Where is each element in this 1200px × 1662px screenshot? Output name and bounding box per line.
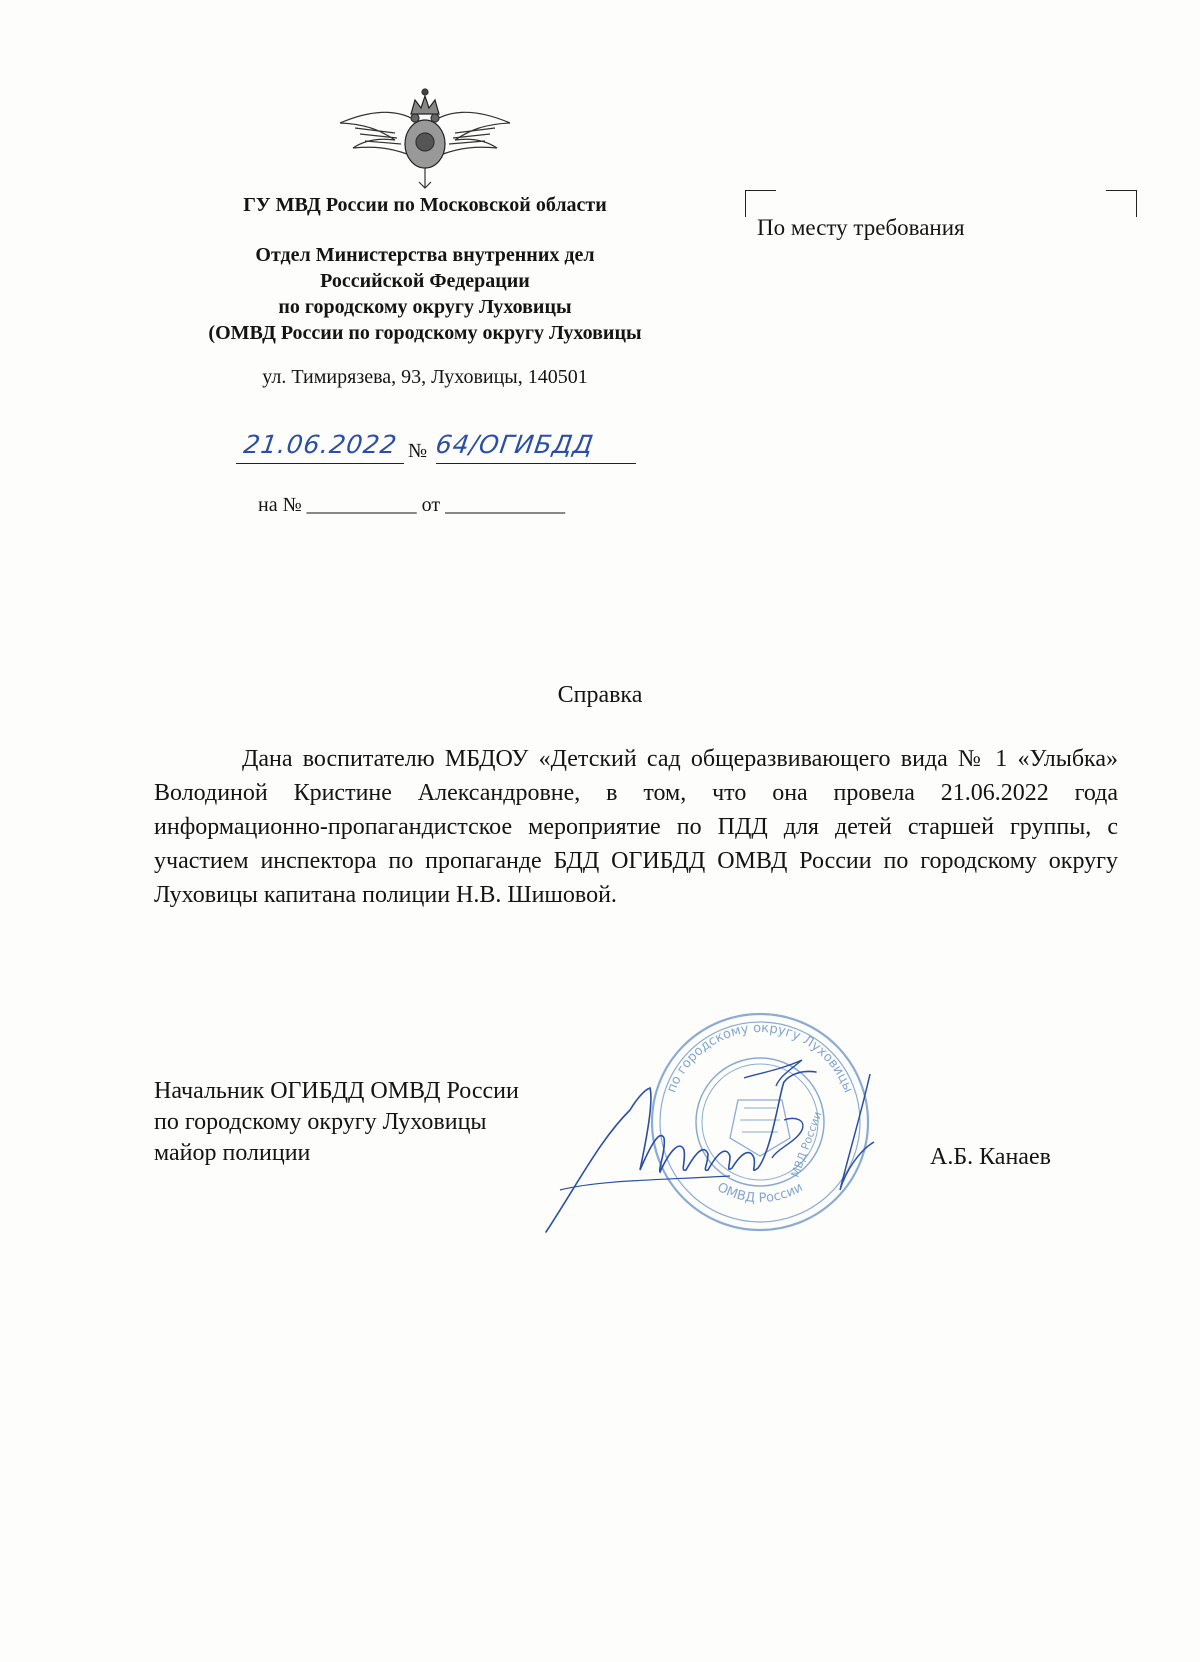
- position-line: по городскому округу Луховицы: [154, 1109, 487, 1135]
- document-title: Справка: [557, 682, 643, 708]
- document-body: Дана воспитателю МБДОУ «Детский сад общеразвивающего вида № 1 «Улыбка» Володиной Кристине Александровне, в том, что она провела 21.06.2022 года информационно-пропагандистское мероприятие по ПДД для детей старшей группы, с участием инспектора по пропаганде БДД ОГИБДД ОМВД России по городскому округу Луховицы капитана полиции Н.В. Шишовой.: [154, 746, 1118, 908]
- reply-reference: на № ___________ от ____________: [258, 494, 566, 516]
- mvd-emblem-icon: [335, 78, 515, 190]
- ministry-name: ГУ МВД России по Московской области: [243, 194, 607, 216]
- signatory-position: [154, 1076, 519, 1169]
- department-address: ул. Тимирязева, 93, Луховицы, 140501: [262, 366, 588, 388]
- stamp-text-top: по городскому округу Луховицы: [664, 1020, 856, 1095]
- department-line: по городскому округу Луховицы: [278, 296, 572, 318]
- department-line: Российской Федерации: [320, 270, 530, 292]
- department-name: [170, 242, 680, 346]
- registration-line: [236, 430, 636, 470]
- position-line: Начальник ОГИБДД ОМВД России: [154, 1078, 519, 1104]
- handwritten-signature: [540, 1030, 930, 1240]
- department-line: (ОМВД России по городскому округу Луховицы: [208, 322, 642, 344]
- number-underline: [436, 463, 636, 464]
- position-line: майор полиции: [154, 1140, 311, 1166]
- signatory-name: А.Б. Канаев: [930, 1144, 1051, 1170]
- handwritten-number: 64/ОГИБДД: [433, 430, 596, 459]
- stamp-text-bottom: ОМВД России: [714, 1179, 806, 1207]
- addressee: По месту требования: [757, 215, 965, 240]
- date-underline: [236, 463, 404, 464]
- department-line: Отдел Министерства внутренних дел: [255, 244, 595, 266]
- handwritten-date: 21.06.2022: [241, 430, 400, 459]
- addressee-corner-left: [745, 190, 776, 217]
- number-sign: №: [408, 440, 428, 462]
- addressee-corner-right: [1106, 190, 1137, 217]
- stamp-center-text: МВД России: [788, 1109, 825, 1180]
